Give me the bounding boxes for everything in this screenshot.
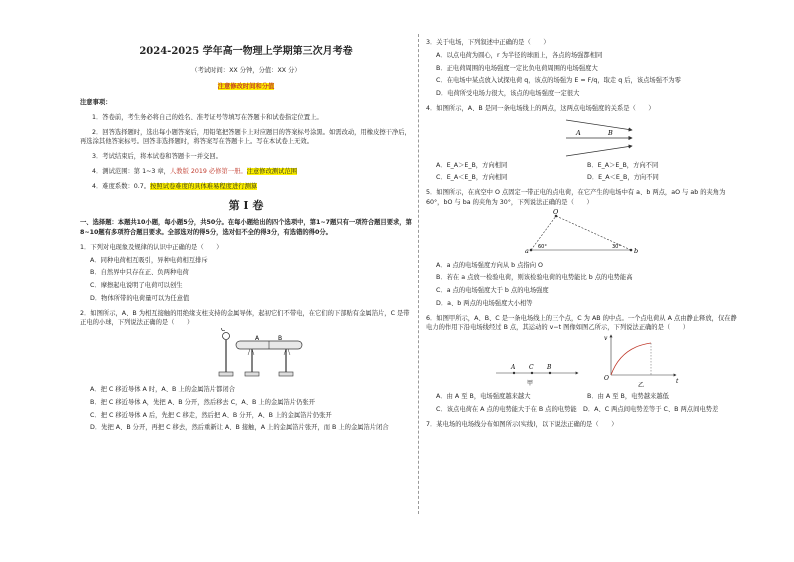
field-lines-diagram (426, 114, 738, 158)
base-a (245, 372, 259, 376)
point-b (630, 248, 633, 251)
notes-heading: 注意事项： (80, 99, 112, 106)
question-5 (426, 188, 738, 309)
label-v: v (604, 335, 608, 342)
q3-option-a: A．以点电荷为圆心，r 为半径的球面上，各点的场强都相同 (436, 51, 603, 59)
q6-option-d: D．A、C 两点间电势差等于 C、B 两点间电势差 (582, 405, 719, 413)
question-5-stem: 5．如图所示，在真空中 O 点固定一带正电的点电荷，在它产生的电场中有 a、b 两点，aO 与 ab 的夹角为 60°，bO 与 ba 的夹角为 30°，下列说法正确的是（ ） (426, 189, 726, 206)
question-6 (426, 314, 738, 415)
left-column (80, 38, 412, 433)
exam-title: 2024-2025 学年高一物理上学期第三次月考卷 (139, 46, 353, 57)
label-o: O (553, 207, 559, 216)
exam-meta: （考试时间：XX 分钟，分值：XX 分） (191, 66, 301, 74)
caption-jia: 甲 (527, 380, 534, 387)
question-3 (426, 38, 738, 99)
angle-b-label: 30° (612, 243, 621, 250)
q4-option-b: B．E_A＞E_B，方向不同 (587, 161, 659, 169)
base-b (279, 372, 293, 376)
point-b-jia (549, 372, 551, 374)
q6-figure (426, 333, 738, 389)
label-a-jia: A (511, 364, 516, 371)
point-a-label: A (576, 128, 581, 137)
q6-option-c: C．该点电荷在 A 点的电势能大于在 B 点的电势能 (436, 405, 577, 413)
q4-figure (426, 114, 738, 158)
label-c: C (221, 328, 226, 334)
note-4-prefix: 4．测试范围：第 1~3 章， (92, 167, 170, 175)
note-2: 2．回答选择题时，选出每小题答案后，用铅笔把答题卡上对应题目的答案标号涂黑。如需改动，用橡皮擦干净后，再选涂其他答案标号。回答非选择题时，将答案写在答题卡上。写在本试卷上无效。 (80, 128, 411, 146)
q3-option-d: D．电荷所受电场力很大，该点的电场强度一定很大 (436, 90, 580, 97)
q4-option-a: A．E_A＞E_B，方向相同 (436, 161, 508, 169)
q2-option-b: B．把 C 移近导体 A，先把 A、B 分开，然后移去 C，A、B 上的金属箔片仍张开 (90, 398, 315, 406)
volume-title: 第 I 卷 (228, 199, 264, 213)
label-b: B (278, 335, 283, 343)
question-2 (80, 309, 412, 434)
point-a (530, 248, 533, 251)
point-a-jia (513, 372, 515, 374)
q3-option-c: C．在电场中某点放入试探电荷 q，该点的场强为 E = F/q，取走 q 后，该点场强不为零 (436, 77, 681, 85)
question-2-stem: 2．如图所示，A、B 为相互接触的用绝缘支柱支持的金属导体，起初它们不带电，在它们的下部贴有金属箔片，C 是带正电的小球，下列说法正确的是（ ） (80, 309, 410, 327)
note-1: 1．答卷前，考生务必将自己的姓名、准考证号等填写在答题卡和试卷指定位置上。 (92, 113, 323, 121)
label-a: A (255, 335, 260, 343)
q6-options-row-1 (426, 392, 738, 402)
foil-b2 (288, 349, 290, 355)
conductor-diagram (80, 328, 412, 382)
question-3-stem: 3．关于电场，下列叙述中正确的是（ ） (426, 39, 550, 46)
vt-curve (611, 343, 651, 375)
question-7 (426, 420, 738, 430)
q5-option-b: B．若在 a 点放一检验电荷，则该检验电荷的电势能比 b 点的电势能高 (436, 274, 633, 282)
foil-a1 (248, 349, 250, 355)
label-point-b: b (634, 246, 639, 255)
charged-ball-c (223, 333, 230, 340)
field-line-bottom (566, 146, 632, 156)
note-5 (80, 182, 412, 192)
q1-option-a: A．同种电荷相互吸引，异种电荷相互排斥 (90, 256, 208, 264)
label-point-a: a (525, 246, 529, 255)
q1-option-b: B．自然界中只存在正、负两种电荷 (90, 269, 189, 277)
q2-figure (80, 328, 412, 382)
question-1 (80, 243, 412, 304)
triangle-diagram (426, 208, 738, 258)
caption-yi: 乙 (638, 382, 645, 389)
note-5-highlight: 按照试卷难度的具体难易程度进行测算 (150, 182, 258, 190)
right-column (426, 38, 738, 429)
label-b-jia: B (547, 364, 552, 371)
q2-option-d: D．先把 A、B 分开，再把 C 移去，然后重新让 A、B 接触，A 上的金属箔片张开，而 B 上的金属箔片闭合 (90, 424, 389, 432)
question-4-stem: 4．如图所示，A、B 是同一条电场线上的两点，这两点电场强度的关系是（ ） (426, 104, 655, 112)
note-4-red: 人教版 2019 必修第一册。 (169, 167, 247, 175)
q4-option-c: C．E_A＜E_B，方向相同 (436, 174, 508, 182)
q6-option-cd (436, 405, 738, 415)
q1-option-d: D．物体所带的电荷量可以为任意值 (90, 294, 190, 302)
edit-note-line (80, 82, 412, 92)
q3-option-b: B．正电荷周围的电场强度一定比负电荷周围的电场强度大 (436, 64, 598, 72)
q2-option-c: C．把 C 移近导体 A 后，先把 C 移走，然后把 A、B 分开，A、B 上的金属箔片仍张开 (90, 411, 332, 419)
notes (80, 113, 412, 192)
q5-figure (426, 208, 738, 258)
question-4 (426, 104, 738, 183)
point-b-label: B (608, 128, 613, 137)
note-4-highlight: 注意修改测试范围 (246, 167, 298, 175)
q6-options-row-2 (426, 405, 738, 415)
q2-option-a: A．把 C 移近导体 A 时，A、B 上的金属箔片都闭合 (90, 386, 235, 394)
note-5-prefix: 4．难度系数：0.7。 (92, 182, 151, 190)
ball-base (219, 372, 233, 376)
point-c-jia (531, 372, 533, 374)
q4-options-row-2 (426, 173, 738, 183)
label-origin: O (604, 375, 609, 382)
angle-a-label: 60° (538, 243, 547, 250)
note-4 (80, 167, 412, 177)
question-1-stem: 1．下列对电现象及规律的认识中正确的是（ ） (80, 243, 223, 251)
question-6-stem: 6．如图甲所示，A、B、C 是一条电场线上的三个点，C 为 AB 的中点。一个点电荷从 A 点由静止释放，仅在静电力的作用下沿电场线经过 B 点，其运动的 v−t 图像如图乙所示，下列说法正确的是（ ） (426, 314, 737, 332)
label-c-jia: C (529, 364, 534, 371)
q5-option-a: A．a 点的电场强度方向从 b 点指向 O (436, 261, 543, 269)
q5-option-d: D．a、b 两点的电场强度大小相等 (436, 299, 533, 307)
section-1-heading: 一、选择题：本题共10小题，每小题5分，共50分。在每小题给出的四个选项中，第1~7题只有一项符合题目要求，第8~10题有多项符合题目要求。全部选对的得5分，选对但不全的得3分，有选错的得0分。 (80, 219, 412, 237)
label-t: t (676, 378, 679, 385)
q5-option-c: C．a 点的电场强度大于 b 点的电场强度 (436, 287, 549, 294)
q6-option-b: B．由 A 至 B，电势越来越低 (587, 393, 669, 400)
column-divider (418, 34, 419, 514)
question-7-stem: 7．某电场的电场线分布如图所示(实线)，以下说法正确的是（ ） (426, 420, 618, 428)
q1-option-c: C．摩擦起电说明了电荷可以创生 (90, 282, 183, 290)
q6-option-a: A．由 A 至 B，电场强度越来越大 (436, 393, 531, 400)
q4-options-row-1 (426, 161, 738, 171)
edit-note: 注意修改时间和分值 (217, 83, 275, 91)
vt-diagram (426, 333, 738, 389)
note-3: 3．考试结束后，将本试卷和答题卡一并交回。 (92, 153, 222, 160)
q4-option-d: D．E_A＜E_B，方向不同 (587, 174, 659, 182)
